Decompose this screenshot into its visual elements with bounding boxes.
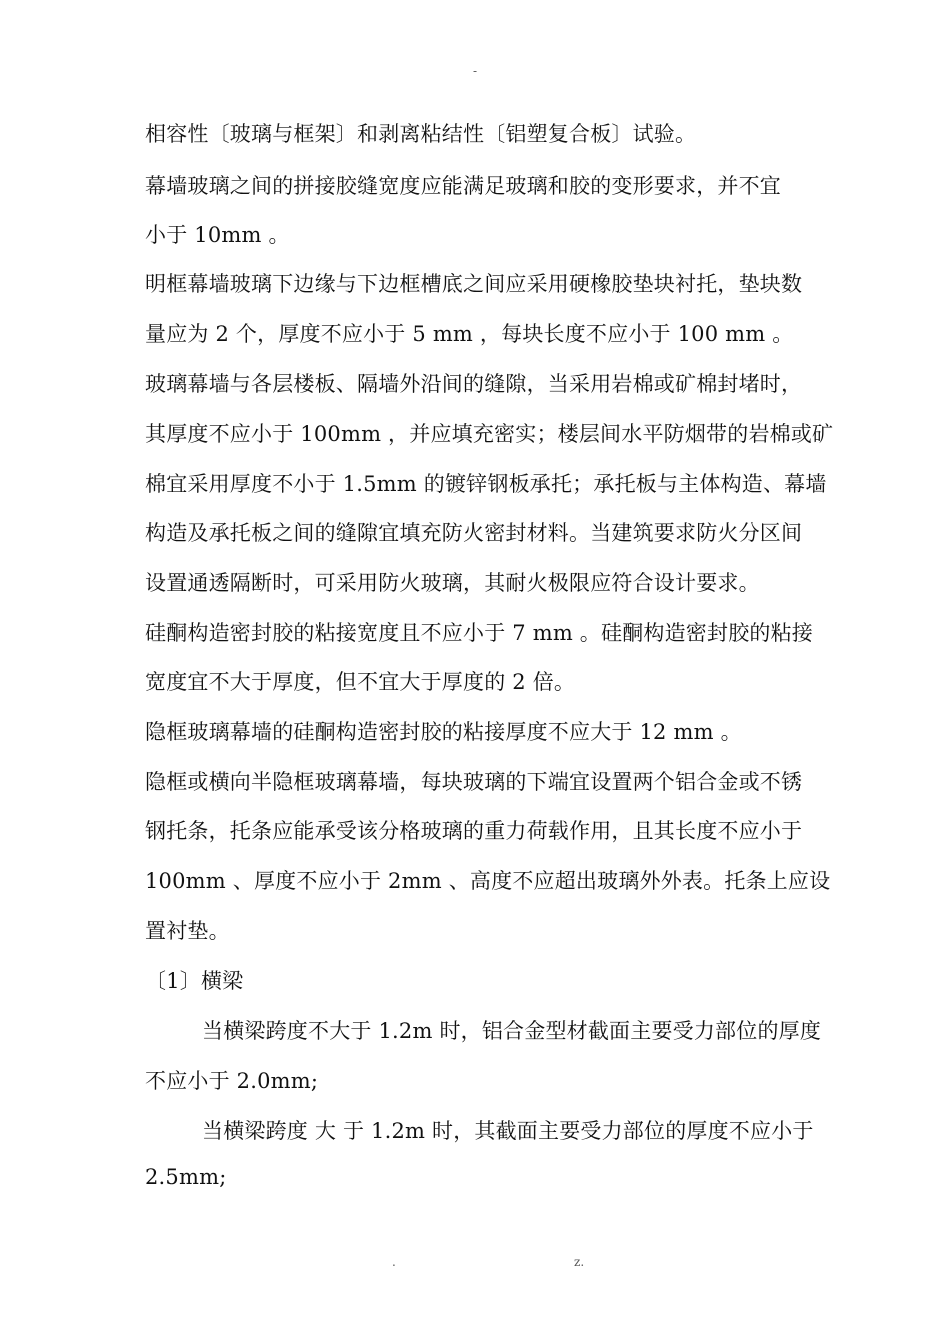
- text-line: 棉宜采用厚度不小于 1.5mm 的镀锌钢板承托；承托板与主体构造、幕墙: [145, 472, 827, 496]
- header-mark: -: [472, 64, 478, 78]
- section-heading: 〔1〕横梁: [145, 969, 244, 993]
- text-line: 玻璃幕墙与各层楼板、隔墙外沿间的缝隙，当采用岩棉或矿棉封堵时，: [145, 372, 803, 396]
- text-line: 明框幕墙玻璃下边缘与下边框槽底之间应采用硬橡胶垫块衬托，垫块数: [145, 272, 803, 296]
- text-line: 小于 10mm 。: [145, 223, 290, 247]
- text-line: 量应为 2 个，厚度不应小于 5 mm ，每块长度不应小于 100 mm 。: [145, 322, 794, 346]
- text-line: 构造及承托板之间的缝隙宜填充防火密封材料。当建筑要求防火分区间: [145, 521, 803, 545]
- text-line: 隐框或横向半隐框玻璃幕墙，每块玻璃的下端宜设置两个铝合金或不锈: [145, 770, 803, 794]
- text-line: 置衬垫。: [145, 919, 230, 943]
- text-line: 当横梁跨度 大 于 1.2m 时，其截面主要受力部位的厚度不应小于: [202, 1119, 814, 1143]
- text-line: 宽度宜不大于厚度，但不宜大于厚度的 2 倍。: [145, 670, 576, 694]
- text-line: 当横梁跨度不大于 1.2m 时，铝合金型材截面主要受力部位的厚度: [202, 1019, 822, 1043]
- text-line: 相容性〔玻璃与框架〕和剥离粘结性〔铝塑复合板〕试验。: [145, 122, 697, 146]
- text-line: 2.5mm;: [145, 1165, 227, 1189]
- text-line: 其厚度不应小于 100mm ，并应填充密实；楼层间水平防烟带的岩棉或矿: [145, 422, 834, 446]
- footer-right-mark: z.: [574, 1255, 585, 1269]
- text-line: 设置通透隔断时，可采用防火玻璃，其耐火极限应符合设计要求。: [145, 571, 760, 595]
- text-line: 不应小于 2.0mm;: [145, 1069, 319, 1093]
- text-line: 隐框玻璃幕墙的硅酮构造密封胶的粘接厚度不应大于 12 mm 。: [145, 720, 742, 744]
- text-line: 硅酮构造密封胶的粘接宽度且不应小于 7 mm 。硅酮构造密封胶的粘接: [145, 621, 814, 645]
- text-line: 钢托条，托条应能承受该分格玻璃的重力荷载作用，且其长度不应小于: [145, 819, 803, 843]
- text-line: 100mm 、厚度不应小于 2mm 、高度不应超出玻璃外外表。托条上应设: [145, 869, 831, 893]
- footer-left-mark: .: [392, 1255, 396, 1269]
- text-line: 幕墙玻璃之间的拼接胶缝宽度应能满足玻璃和胶的变形要求，并不宜: [145, 174, 781, 198]
